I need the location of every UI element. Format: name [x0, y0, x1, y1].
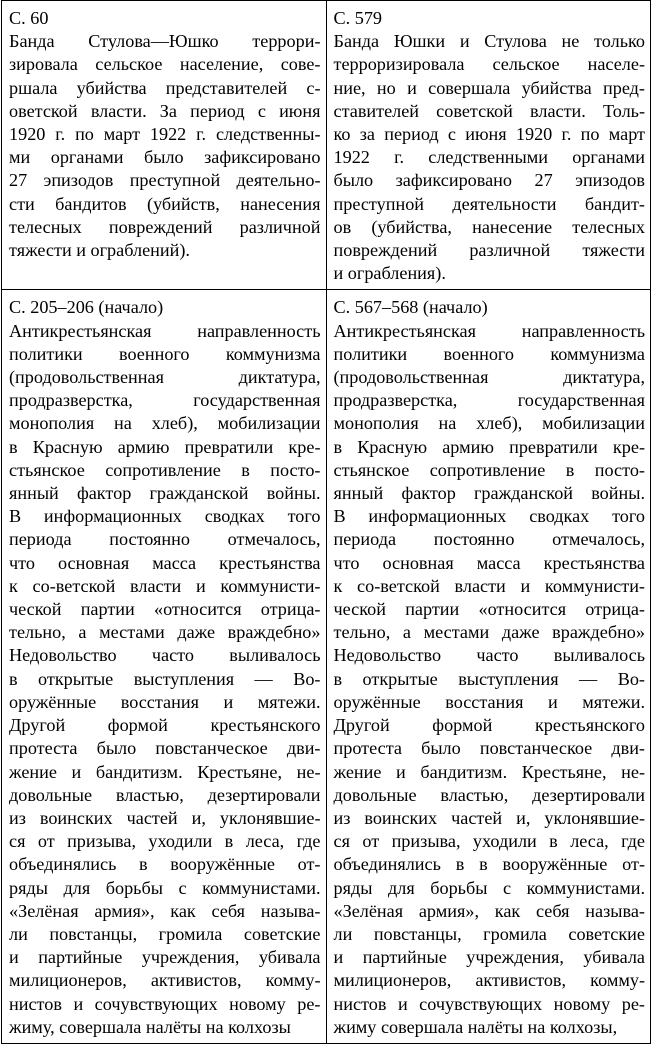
text-line: 1922 г. следственными органами — [333, 147, 645, 168]
text-line: периода постоянно отмечалось, — [333, 529, 645, 550]
text-line: ставителей советской власти. Толь- — [333, 100, 645, 121]
text-line: и партийные учреждения, убивала — [333, 947, 645, 968]
text-line: Банда Стулова—Юшко террори- — [9, 31, 321, 52]
text-line: янный фактор гражданской войны. — [9, 483, 321, 504]
page-reference: С. 205–206 (начало) — [9, 297, 164, 318]
text-line: жиму, совершала налёты на колхозы — [9, 1016, 291, 1037]
text-line: (продовольственная диктатура, — [333, 367, 645, 388]
text-line: тельно, а местами даже враждебно» — [9, 622, 321, 643]
text-line: оружённые восстания и мятежи. — [333, 691, 645, 712]
left-cell — [2, 1, 327, 290]
text-line: ов (убийства, нанесение телесных — [333, 216, 645, 237]
text-line: нистов и сочувствующих новому ре- — [333, 993, 645, 1014]
page-reference: С. 567–568 (начало) — [333, 297, 488, 318]
text-line: оружённые восстания и мятежи. — [9, 691, 321, 712]
text-line: В информационных сводках того — [333, 506, 645, 527]
text-line: что основная масса крестьянства — [333, 552, 645, 573]
text-line: монополия на хлеб), мобилизации — [9, 413, 321, 434]
text-line: (продовольственная диктатура, — [9, 367, 321, 388]
text-line: жиму совершала налёты на колхозы, — [333, 1016, 618, 1037]
text-line: «Зелёная армия», как себя называ- — [9, 900, 321, 921]
text-line: из воинских частей и, уклонявшие- — [333, 807, 645, 828]
text-line: ряды для борьбы с коммунистами. — [333, 877, 645, 898]
text-line: ли повстанцы, громила советские — [333, 923, 645, 944]
left-cell — [2, 290, 327, 1044]
text-line: ми органами было зафиксировано — [9, 147, 321, 168]
text-line: объединялись в вооружённые от- — [9, 854, 321, 875]
text-line: было зафиксировано 27 эпизодов — [333, 170, 645, 191]
text-line: монополия на хлеб), мобилизации — [333, 413, 645, 434]
comparison-table — [1, 0, 651, 1044]
text-line: ко за период с июня 1920 г. по март — [333, 124, 645, 145]
text-line: в открытые выступления — Во- — [9, 668, 321, 689]
text-line: стьянское сопротивление в посто- — [333, 459, 645, 480]
text-line: политики военного коммунизма — [9, 343, 321, 364]
text-line: политики военного коммунизма — [333, 343, 645, 364]
text-line: довольные властью, дезертировали — [333, 784, 645, 805]
right-cell — [326, 1, 651, 290]
text-line: преступной деятельности бандит- — [333, 193, 645, 214]
text-line: к со-ветской власти и коммунисти- — [9, 575, 321, 596]
text-line: оветской власти. За период с июня — [9, 100, 321, 121]
table-row — [2, 1, 651, 290]
text-line: протеста было повстанческое дви- — [9, 738, 321, 759]
text-line: продразверстка, государственная — [333, 390, 645, 411]
text-line: в Красную армию превратили кре- — [9, 436, 321, 457]
text-line: Другой формой крестьянского — [9, 715, 321, 736]
text-line: Банда Юшки и Стулова не только — [333, 31, 645, 52]
text-line: ческой партии «относится отрица- — [9, 599, 321, 620]
text-line: 1920 г. по март 1922 г. следственны- — [9, 124, 321, 145]
text-line: сти бандитов (убийств, нанесения — [9, 193, 321, 214]
text-line: 27 эпизодов преступной деятельно- — [9, 170, 321, 191]
text-line: из воинских частей и, уклонявшие- — [9, 807, 321, 828]
text-line: «Зелёная армия», как себя называ- — [333, 900, 645, 921]
text-line: стьянское сопротивление в посто- — [9, 459, 321, 480]
text-line: ся от призыва, уходили в леса, где — [9, 831, 321, 852]
text-line: жение и бандитизм. Крестьяне, не- — [333, 761, 645, 782]
text-line: ряды для борьбы с коммунистами. — [9, 877, 321, 898]
text-line: тельно, а местами даже враждебно» — [333, 622, 645, 643]
text-line: янный фактор гражданской войны. — [333, 483, 645, 504]
text-line: нистов и сочувствующих новому ре- — [9, 993, 321, 1014]
text-line: милиционеров, активистов, комму- — [333, 970, 645, 991]
text-line: терроризировала сельское населе- — [333, 54, 645, 75]
text-line: ли повстанцы, громила советские — [9, 923, 321, 944]
cell-text — [334, 296, 646, 1039]
text-line: телесных повреждений различной — [9, 216, 321, 237]
text-line: Антикрестьянская направленность — [9, 320, 321, 341]
text-line: в открытые выступления — Во- — [333, 668, 645, 689]
text-line: тяжести и ограблений). — [9, 240, 190, 261]
text-line: В информационных сводках того — [9, 506, 321, 527]
text-line: Недовольство часто выливалось — [333, 645, 645, 666]
text-line: в Красную армию превратили кре- — [333, 436, 645, 457]
text-line: ние, но и совершала убийства пред- — [333, 77, 645, 98]
text-line: Другой формой крестьянского — [333, 715, 645, 736]
text-line: Антикрестьянская направленность — [333, 320, 645, 341]
text-line: милиционеров, активистов, комму- — [9, 970, 321, 991]
page-reference: С. 60 — [9, 8, 49, 28]
text-line: повреждений различной тяжести — [333, 240, 645, 261]
table-row — [2, 290, 651, 1044]
text-line: ся от призыва, уходили в леса, где — [333, 831, 645, 852]
right-cell — [326, 290, 651, 1044]
cell-text — [334, 7, 646, 285]
cell-text — [9, 296, 321, 1039]
text-line: довольные властью, дезертировали — [9, 784, 321, 805]
text-line: и партийные учреждения, убивала — [9, 947, 321, 968]
text-line: и ограбления). — [333, 263, 446, 284]
text-line: объединялись в в вооружённые от- — [333, 854, 645, 875]
page-reference: С. 579 — [333, 8, 383, 28]
text-line: периода постоянно отмечалось, — [9, 529, 321, 550]
text-line: что основная масса крестьянства — [9, 552, 321, 573]
text-line: протеста было повстанческое дви- — [333, 738, 645, 759]
text-line: продразверстка, государственная — [9, 390, 321, 411]
text-line: зировала сельское население, сове- — [9, 54, 321, 75]
text-line: к со-ветской власти и коммунисти- — [333, 575, 645, 596]
cell-text — [9, 7, 321, 262]
text-line: жение и бандитизм. Крестьяне, не- — [9, 761, 321, 782]
text-line: Недовольство часто выливалось — [9, 645, 321, 666]
text-line: ршала убийства представителей с- — [9, 77, 321, 98]
text-line: ческой партии «относится отрица- — [333, 599, 645, 620]
